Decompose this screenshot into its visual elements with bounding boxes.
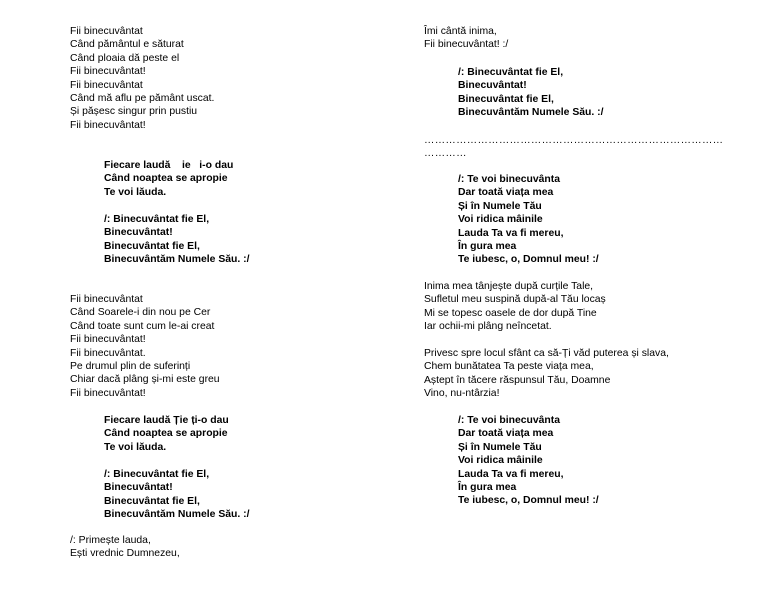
lyric-line: Sufletul meu suspină după-al Tău locaș	[424, 294, 606, 306]
refrain-line: Voi ridica mâinile	[458, 214, 543, 226]
verse-3-part-b	[424, 347, 669, 401]
chorus-line: Când noaptea se apropie	[104, 428, 228, 440]
chorus-line: Binecuvântat!	[104, 482, 173, 494]
chorus-line: /: Binecuvântat fie El,	[104, 469, 210, 480]
refrain-line: Lauda Ta va fi mereu,	[458, 468, 564, 480]
lyric-line: Când pământul e săturat	[70, 39, 184, 51]
lyric-line: Când ploaia dă peste el	[70, 52, 180, 64]
lyric-line: Când mă aflu pe pământ uscat.	[70, 92, 215, 104]
lyric-line: Îmi cântă inima,	[424, 26, 497, 37]
chorus-line: Binecuvântat!	[104, 227, 173, 239]
chorus-1-part-a	[104, 159, 233, 199]
refrain-line: În gura mea	[458, 240, 517, 252]
chorus-line: Binecuvântat fie El,	[458, 93, 554, 105]
refrain-line: /: Te voi binecuvânta	[458, 415, 561, 426]
lyric-line: Fii binecuvântat!	[70, 334, 146, 346]
chorus-line: Te voi lăuda.	[104, 186, 167, 198]
lyric-line: Fii binecuvântat.	[70, 347, 146, 359]
chorus-line: Binecuvântăm Numele Său. :/	[104, 509, 250, 521]
separator-dots: …………	[424, 148, 467, 159]
lyric-line: Fii binecuvântat! :/	[424, 39, 509, 51]
chorus-3	[458, 66, 604, 120]
refrain-line: Voi ridica mâinile	[458, 455, 543, 467]
refrain-line: Te iubesc, o, Domnul meu! :/	[458, 254, 599, 266]
refrain-line: Și în Numele Tău	[458, 200, 542, 212]
verse-3-part-a	[424, 280, 606, 334]
chorus-line: Binecuvântat fie El,	[104, 495, 200, 507]
refrain-line: Lauda Ta va fi mereu,	[458, 227, 564, 239]
chorus-line: Binecuvântat!	[458, 80, 527, 92]
chorus-line: /: Binecuvântat fie El,	[104, 214, 210, 225]
chorus-line: Binecuvântăm Numele Său. :/	[104, 254, 250, 266]
lyric-line: Aștept în tăcere răspunsul Tău, Doamne	[424, 374, 611, 386]
verse-1	[70, 25, 214, 132]
lyric-line: Inima mea tânjește după curțile Tale,	[424, 281, 594, 292]
lyric-line: Fii binecuvântat	[70, 26, 143, 37]
chorus-line: Binecuvântăm Numele Său. :/	[458, 107, 604, 119]
lyric-line: Fii binecuvântat!	[70, 387, 146, 399]
chorus-2-part-b	[104, 468, 250, 522]
lyric-line: Fii binecuvântat!	[70, 119, 146, 131]
lyric-line: Iar ochii-mi plâng neîncetat.	[424, 321, 552, 333]
lyric-line: /: Primește lauda,	[70, 535, 151, 546]
lyric-line: Fii binecuvântat!	[70, 66, 146, 78]
bridge	[70, 534, 180, 561]
refrain-2	[458, 414, 599, 508]
lyric-line: Fii binecuvântat	[70, 79, 143, 91]
lyric-line: Chem bunătatea Ta peste viața mea,	[424, 361, 594, 373]
lyric-line: Chiar dacă plâng și-mi este greu	[70, 374, 220, 386]
lyric-line: Pe drumul plin de suferinți	[70, 360, 191, 372]
refrain-line: Dar toată viața mea	[458, 428, 554, 440]
chorus-line: Fiecare laudă Ție ți-o dau	[104, 415, 229, 426]
chorus-line: Când noaptea se apropie	[104, 173, 228, 185]
verse-2	[70, 293, 220, 400]
chorus-line: Binecuvântat fie El,	[104, 240, 200, 252]
lyric-line: Mi se topesc oasele de dor după Tine	[424, 307, 597, 319]
lyric-line: Fii binecuvântat	[70, 294, 143, 305]
refrain-line: Te iubesc, o, Domnul meu! :/	[458, 495, 599, 507]
lyric-line: Când Soarele-i din nou pe Cer	[70, 307, 211, 319]
lyric-line: Și pășesc singur prin pustiu	[70, 106, 198, 118]
refrain-1	[458, 173, 599, 267]
separator-dots: …………………………………………………………………………	[424, 135, 724, 146]
lyric-line: Când toate sunt cum le-ai creat	[70, 320, 215, 332]
bridge-end	[424, 25, 508, 52]
refrain-line: În gura mea	[458, 481, 517, 493]
chorus-1-part-b	[104, 213, 250, 267]
lyric-line: Ești vrednic Dumnezeu,	[70, 548, 180, 560]
chorus-2-part-a	[104, 414, 229, 454]
refrain-line: /: Te voi binecuvânta	[458, 174, 561, 185]
lyric-line: Privesc spre locul sfânt ca să-Ți văd puterea și slava,	[424, 348, 669, 359]
lyric-line: Vino, nu-ntârzia!	[424, 388, 500, 400]
refrain-line: Și în Numele Tău	[458, 441, 542, 453]
refrain-line: Dar toată viața mea	[458, 187, 554, 199]
chorus-line: Fiecare laudă ie i-o dau	[104, 160, 234, 171]
chorus-line: /: Binecuvântat fie El,	[458, 67, 564, 78]
chorus-line: Te voi lăuda.	[104, 441, 167, 453]
